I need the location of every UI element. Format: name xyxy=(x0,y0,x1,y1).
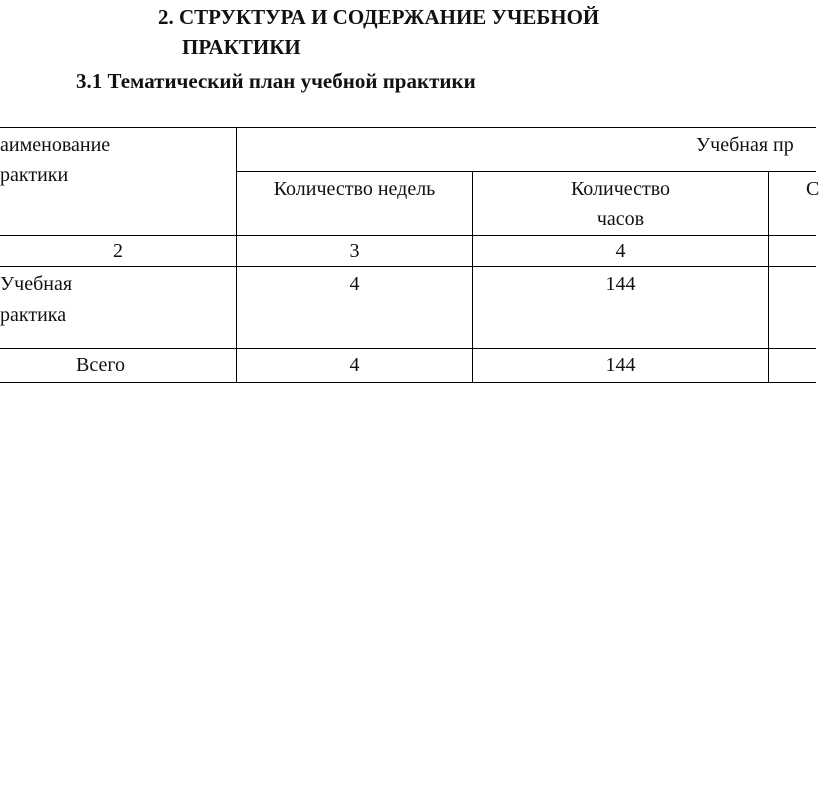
subsection-heading: 3.1 Тематический план учебной практики xyxy=(76,69,476,93)
header-weeks: Количество недель xyxy=(273,178,436,200)
header-name-line2: рактики xyxy=(0,164,69,186)
header-group-label: Учебная пр xyxy=(696,134,794,156)
header-hours-line2: часов xyxy=(596,208,645,230)
section-heading xyxy=(158,2,599,62)
row-name-line1: Учебная xyxy=(0,273,73,295)
table-header-split-line xyxy=(237,171,816,172)
section-heading-line1: 2. СТРУКТУРА И СОДЕРЖАНИЕ УЧЕБНОЙ xyxy=(158,5,600,29)
table-col-divider-3 xyxy=(768,171,769,383)
total-label: Всего xyxy=(76,354,126,376)
row-weeks: 4 xyxy=(349,273,360,295)
header-hours-line1: Количество xyxy=(570,178,671,200)
table-border-top xyxy=(0,127,816,128)
numbering-cell: 4 xyxy=(615,240,626,262)
header-name-line1: аименование xyxy=(0,134,111,156)
row-hours: 144 xyxy=(605,273,636,295)
numbering-cell: 2 xyxy=(113,240,123,262)
section-heading-line2: ПРАКТИКИ xyxy=(182,35,301,59)
total-weeks: 4 xyxy=(349,354,360,376)
thematic-plan-table xyxy=(0,127,819,387)
table-border-bottom xyxy=(0,382,816,383)
numbering-cell: 3 xyxy=(349,240,360,262)
header-last-partial: С xyxy=(806,178,819,200)
total-hours: 144 xyxy=(605,354,636,376)
row-name-line2: рактика xyxy=(0,304,67,326)
